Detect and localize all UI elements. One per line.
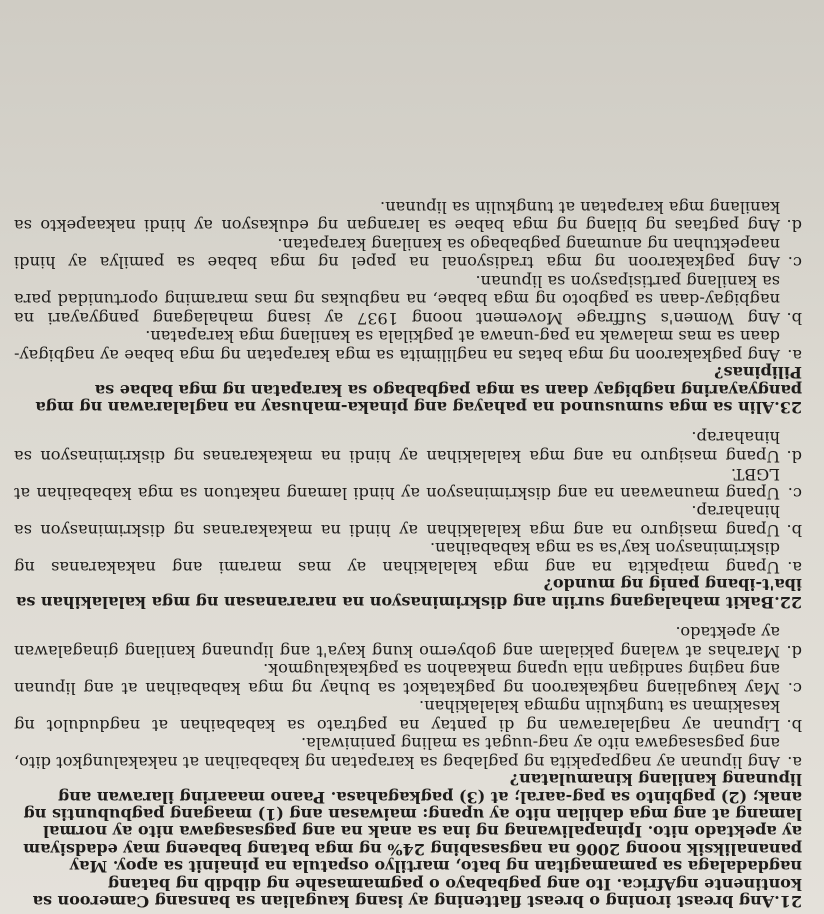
option-text: Ang pagkakaroon ng mga tradisyonal na papel ng mga babae sa pamilya ay hindi naapektuhan ng anumang pagbabago sa kanilang karapatan. [14, 234, 780, 273]
spacer [14, 611, 802, 623]
question-23-options [14, 197, 802, 364]
option-21-c [14, 660, 802, 697]
question-21-options [14, 623, 802, 771]
option-text: Lipunan ay naglalarawan ng di pantay na pagtrato sa kababaihan at nagdudulot ng kasakiman sa tungkulin ngmga kalalakihan. [14, 697, 780, 735]
option-text: Ang Women's Suffrage Movement noong 1937 ay isang mahalagang pangyayari na nagbigay-daan sa pagboto ng mga babae, na nagbukas ng mas maraming oportunidad para sa kanilang partisipasyon sa lipunan. [14, 271, 780, 328]
option-letter: b. [786, 520, 802, 540]
question-23 [14, 197, 802, 416]
option-text: Upang masiguro na ang mga kalalakihan ay hindi na makakaranas ng diskriminasyon sa hinaharap. [14, 428, 780, 466]
option-letter: d. [786, 216, 802, 236]
option-letter: a. [787, 345, 802, 365]
option-letter: d. [786, 446, 802, 466]
option-21-b [14, 697, 802, 734]
option-letter: d. [786, 641, 802, 661]
option-text: Upang maunawaan na ang diskriminasyon ay hindi lamang nakatuon sa mga kababaihan at LGBT. [14, 465, 780, 503]
option-text: Ang pagkakaroon ng mga batas na naglilimita sa mga karapatan ng mga babae ay nagbigay-daan sa mas malawak na pag-unawa at pagkilala sa kanilang mga karapatan. [14, 327, 780, 365]
option-23-c [14, 234, 802, 271]
option-22-d [14, 428, 802, 465]
option-text: May kaugaliang nagkakaroon ng pagkatakot sa buhay ng mga kababaihan at ang lipunan ang naging sandigan nila upang makaahon sa pagkakalugmok. [14, 660, 780, 698]
question-21-stem: 21.Ang breast ironing o breast flattening ay isang kaugalian sa bansang Cameroon sa kontinente ngAfrica. Ito ang pagbabayo o pagmamasahe ng dibdib ng batang nagdadalaga sa pamamagitan ng bato, martilyo ospatula na pinainit sa apoy. May pananaliksik noong 2006 na nagsasabing 24% ng mga batang babaeng may edadsiyam ay apektado nito. Ipinapaliwanag ng ina sa anak na ang pagsasagawa nito ay normal lamang at ang mga dahilan nito ay upang: maiwasan ang (1) maagang pagbubuntis ng anak; (2) pagbinto sa pag-aaral; at (3) pagkagahasa. Paano maaaring ilarawan ang lipunang kanilang kinamulatan? [23, 770, 802, 911]
question-21 [14, 623, 802, 910]
option-letter: c. [787, 253, 802, 273]
option-text: Marahas at walang pakialam ang gobyerno kung kaya't ang lipunang kanilang ginagalawan ay apektado. [14, 623, 780, 661]
option-22-c [14, 465, 802, 502]
question-23-stem: 23.Alin sa mga sumusunod na pahayag ang pinaka-mahusay na naglalarawan ng mga pangyayaring nagbigay daan sa mga pagbabago sa karapatan ng mga babae sa Pilipinas? [35, 363, 802, 417]
option-21-a [14, 734, 802, 771]
option-letter: c. [787, 678, 802, 698]
option-23-b [14, 271, 802, 327]
option-text: Ang lipunan ay nagpapakita ng paglabag sa karapatan ng kababaihan at nakakalungkot dito, ang pagsasagawa nito ay nag-uugat sa maling paniniwala. [14, 734, 780, 772]
option-letter: b. [786, 715, 802, 735]
option-22-b [14, 502, 802, 539]
option-letter: b. [786, 308, 802, 328]
option-letter: a. [787, 752, 802, 772]
option-23-d [14, 197, 802, 234]
option-text: Upang maipakita na ang mga kalalakihan ay mas marami ang nakakaranas ng diskriminasyon kay'sa sa mga kababaihan. [14, 539, 780, 577]
spacer [14, 416, 802, 428]
question-22-options [14, 428, 802, 576]
question-22-stem: 22.Bakit mahalagang suriin ang diskriminasyon na nararanasan ng mga kalalakihan sa iba't-ibang panig ng mundo? [15, 575, 802, 612]
option-letter: a. [787, 557, 802, 577]
option-21-d [14, 623, 802, 660]
option-letter: c. [787, 483, 802, 503]
question-22 [14, 428, 802, 611]
option-text: Upang masiguro na ang mga kalalakihan ay hindi na makakaranas ng diskriminasyon sa hinaharap. [14, 502, 780, 540]
option-text: Ang pagtaas ng bilang ng mga babae sa larangan ng edukasyon ay hindi nakaapekto sa kanilang mga karapatan at tungkulin sa lipunan. [14, 197, 780, 236]
option-23-a [14, 327, 802, 364]
option-22-a [14, 539, 802, 576]
